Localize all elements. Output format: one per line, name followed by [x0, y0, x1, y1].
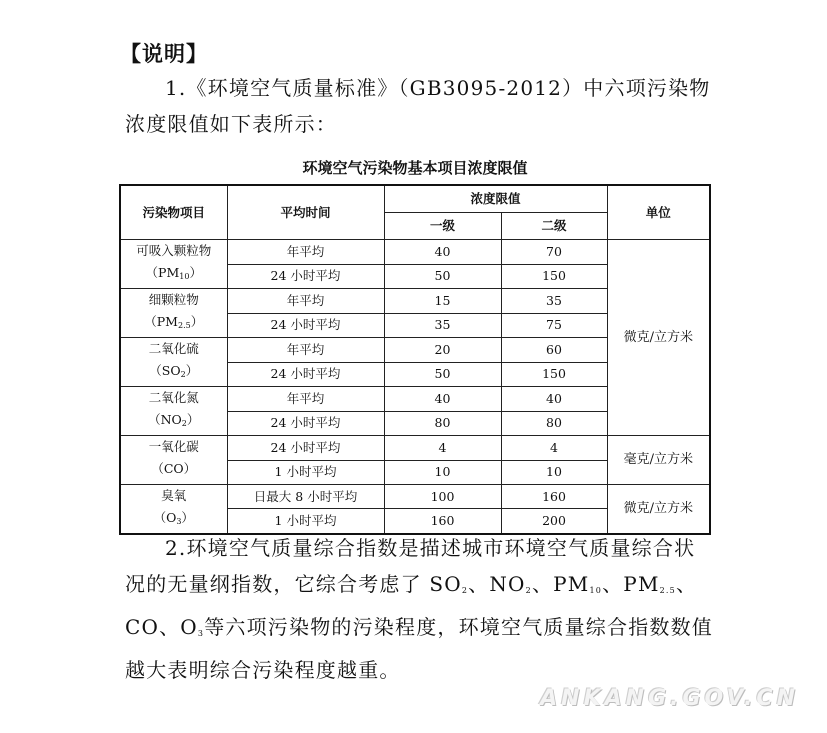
grade-1-cell: 10: [384, 460, 501, 485]
pollutant-cell: [120, 436, 227, 485]
site-watermark: ANKANG.GOV.CN: [540, 686, 799, 711]
average-time-cell: 1 小时平均: [227, 509, 384, 534]
section-heading: 【说明】: [120, 42, 208, 66]
pollutant-formula: $(PM_{2.5})$: [144, 314, 204, 330]
grade-1-cell: 50: [384, 362, 501, 387]
average-time-cell: 日最大 8 小时平均: [227, 485, 384, 509]
grade-1-cell: 35: [384, 313, 501, 338]
paragraph-composite-index: 2.环境空气质量综合指数是描述城市环境空气质量综合状况的无量纲指数，它综合考虑了 $SO_2$、$NO_2$、$PM_{10}$、$PM_{2.5}$、CO、$O_3$等六项污染物的污染程度，环境空气质量综合指数数值越大表明综合污染程度越重。: [125, 536, 714, 682]
table-caption: 环境空气污染物基本项目浓度限值: [302, 159, 528, 177]
grade-1-cell: 20: [384, 338, 501, 363]
unit-cell-ozone: 微克/立方米: [607, 485, 710, 535]
header-unit: 单位: [607, 185, 710, 240]
grade-2-cell: 4: [501, 436, 607, 461]
pollutant-name: 臭氧: [161, 488, 187, 503]
pollutant-cell: [120, 485, 227, 535]
header-concentration-limit: 浓度限值: [384, 185, 607, 213]
pollutant-name: 细颗粒物: [148, 292, 199, 307]
pollutant-cell: [120, 338, 227, 387]
grade-1-cell: 50: [384, 264, 501, 289]
pollutant-cell: [120, 387, 227, 436]
grade-2-cell: 70: [501, 240, 607, 265]
table-row: [120, 240, 710, 265]
pollutant-name: 一氧化碳: [148, 439, 199, 454]
grade-2-cell: 35: [501, 289, 607, 314]
header-grade-1: 一级: [384, 213, 501, 240]
paragraph-standard-intro: 1.《环境空气质量标准》（GB3095-2012）中六项污染物浓度限值如下表所示：: [125, 76, 711, 136]
grade-2-cell: 10: [501, 460, 607, 485]
pollutant-formula: $(NO_2)$: [148, 412, 200, 428]
grade-1-cell: 40: [384, 240, 501, 265]
grade-1-cell: 4: [384, 436, 501, 461]
average-time-cell: 年平均: [227, 387, 384, 412]
average-time-cell: 24 小时平均: [227, 411, 384, 436]
average-time-cell: 年平均: [227, 289, 384, 314]
unit-cell-micrograms: 微克/立方米: [607, 240, 710, 436]
header-grade-2: 二级: [501, 213, 607, 240]
pollutant-name: 可吸入颗粒物: [136, 243, 212, 258]
average-time-cell: 24 小时平均: [227, 264, 384, 289]
pollutant-formula: $(PM_{10})$: [145, 265, 202, 281]
pollutant-formula: $(O_3)$: [153, 510, 194, 526]
grade-2-cell: 150: [501, 362, 607, 387]
average-time-cell: 24 小时平均: [227, 313, 384, 338]
average-time-cell: 24 小时平均: [227, 362, 384, 387]
grade-1-cell: 80: [384, 411, 501, 436]
pollutant-limits-table: [119, 184, 711, 535]
pollutant-name: 二氧化硫: [148, 341, 199, 356]
average-time-cell: 24 小时平均: [227, 436, 384, 461]
average-time-cell: 年平均: [227, 338, 384, 363]
grade-2-cell: 75: [501, 313, 607, 338]
pollutant-cell: [120, 240, 227, 289]
pollutant-formula: （CO）: [151, 461, 197, 476]
grade-2-cell: 80: [501, 411, 607, 436]
grade-2-cell: 160: [501, 485, 607, 509]
table-row: [120, 485, 710, 509]
pollutant-cell: [120, 289, 227, 338]
grade-1-cell: 160: [384, 509, 501, 534]
grade-1-cell: 100: [384, 485, 501, 509]
pollutant-name: 二氧化氮: [148, 390, 199, 405]
header-pollutant: 污染物项目: [120, 185, 227, 240]
header-average-time: 平均时间: [227, 185, 384, 240]
grade-1-cell: 40: [384, 387, 501, 412]
grade-2-cell: 200: [501, 509, 607, 534]
pollutant-formula: $(SO_2)$: [149, 363, 199, 379]
grade-2-cell: 40: [501, 387, 607, 412]
grade-2-cell: 60: [501, 338, 607, 363]
table-row: [120, 436, 710, 461]
unit-cell-milligrams: 毫克/立方米: [607, 436, 710, 485]
average-time-cell: 年平均: [227, 240, 384, 265]
grade-1-cell: 15: [384, 289, 501, 314]
average-time-cell: 1 小时平均: [227, 460, 384, 485]
grade-2-cell: 150: [501, 264, 607, 289]
